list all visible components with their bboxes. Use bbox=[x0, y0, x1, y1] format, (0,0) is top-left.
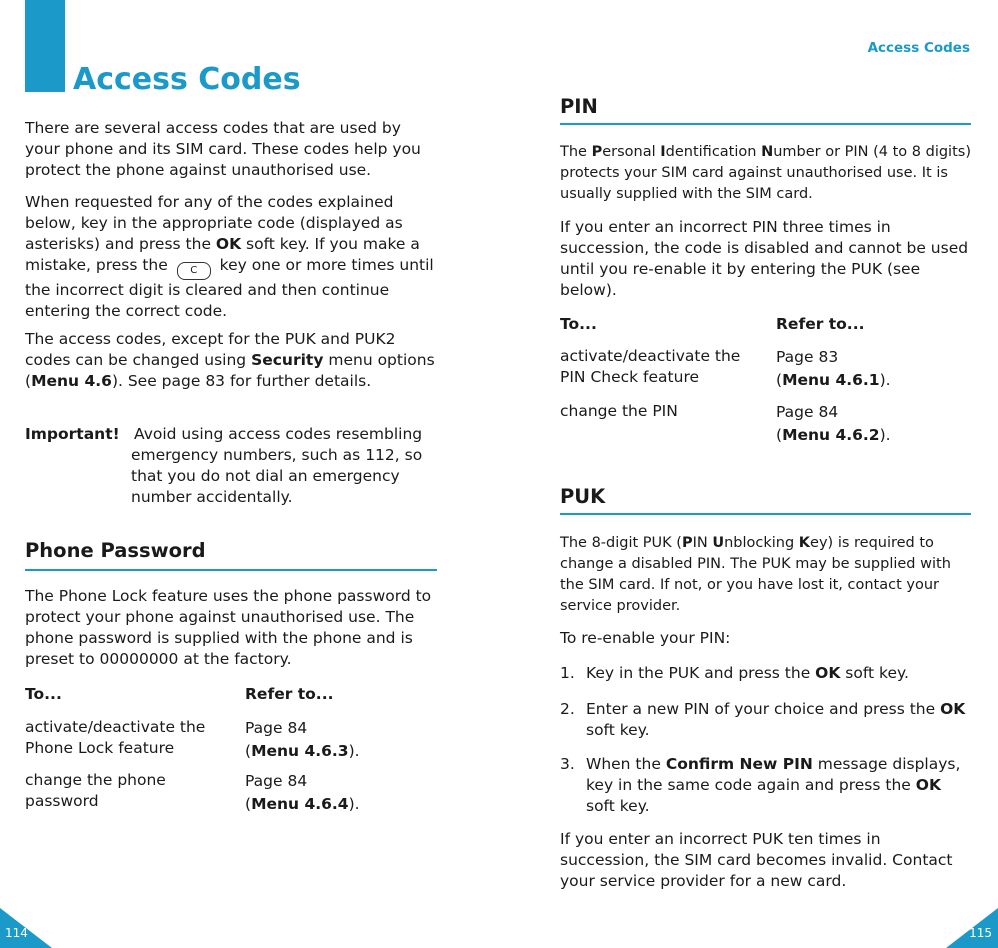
instructions-paragraph: When requested for any of the codes explained below, key in the appropriate code (displayed as asterisks) and press the OK soft key. If you make a mistake, press the C key one or more times until the incorrect digit is cleared and then continue entering the correct code. bbox=[25, 193, 434, 320]
table-row-action: change the PIN bbox=[560, 402, 678, 420]
section-divider bbox=[560, 513, 971, 515]
reenable-steps bbox=[560, 663, 972, 817]
important-note: Avoid using access codes resembling emergency numbers, such as 112, so that you do not dial an emergency number accidentally. bbox=[131, 425, 423, 506]
page-title: Access Codes bbox=[73, 62, 301, 97]
c-key-icon: C bbox=[177, 262, 211, 280]
col-header-refer: Refer to... bbox=[776, 315, 865, 333]
page-number: 115 bbox=[969, 926, 992, 940]
phone-password-body: The Phone Lock feature uses the phone password to protect your phone against unauthorised use. The phone password is supplied with the phone and is preset to 00000000 at the factory. bbox=[25, 587, 432, 668]
table-row-reference: Page 84 (Menu 4.6.2). bbox=[776, 403, 891, 444]
puk-invalid-paragraph: If you enter an incorrect PUK ten times in succession, the SIM card becomes invalid. Contact your service provider for a new card. bbox=[560, 830, 953, 890]
list-item: 1. Key in the PUK and press the OK soft key. bbox=[560, 664, 909, 682]
col-header-refer: Refer to... bbox=[245, 685, 334, 703]
table-row-reference: Page 84 (Menu 4.6.4). bbox=[245, 772, 360, 813]
table-row-action: activate/deactivate the Phone Lock feature bbox=[25, 718, 206, 757]
change-codes-paragraph: The access codes, except for the PUK and PUK2 codes can be changed using Security menu options (Menu 4.6). See page 83 for further details. bbox=[25, 330, 435, 390]
col-header-to: To... bbox=[25, 685, 62, 703]
running-header: Access Codes bbox=[867, 40, 970, 56]
title-accent-bar bbox=[25, 0, 65, 92]
reenable-intro: To re-enable your PIN: bbox=[560, 629, 731, 647]
table-row-action: change the phone password bbox=[25, 771, 166, 810]
table-row-action: activate/deactivate the PIN Check feature bbox=[560, 347, 741, 386]
section-divider bbox=[25, 569, 437, 571]
section-divider bbox=[560, 123, 971, 125]
puk-heading: PUK bbox=[560, 485, 606, 508]
col-header-to: To... bbox=[560, 315, 597, 333]
phone-password-heading: Phone Password bbox=[25, 539, 206, 562]
list-item: 3. When the Confirm New PIN message displays, key in the same code again and press the OK soft key. bbox=[560, 755, 961, 815]
table-row-reference: Page 84 (Menu 4.6.3). bbox=[245, 719, 360, 760]
important-label: Important! bbox=[25, 425, 120, 443]
pin-lockout-paragraph: If you enter an incorrect PIN three times in succession, the code is disabled and cannot be used until you re-enable it by entering the PUK (see below). bbox=[560, 218, 969, 299]
pin-heading: PIN bbox=[560, 95, 598, 118]
pin-description: The Personal Identification Number or PIN (4 to 8 digits) protects your SIM card against unauthorised use. It is usually supplied with the SIM card. bbox=[560, 144, 971, 202]
page-number: 114 bbox=[5, 926, 28, 940]
list-item: 2. Enter a new PIN of your choice and press the OK soft key. bbox=[560, 700, 966, 739]
table-row-reference: Page 83 (Menu 4.6.1). bbox=[776, 348, 891, 389]
puk-description: The 8-digit PUK (PIN Unblocking Key) is required to change a disabled PIN. The PUK may be supplied with the SIM card. If not, or you have lost it, contact your service provider. bbox=[560, 535, 951, 614]
intro-paragraph: There are several access codes that are used by your phone and its SIM card. These codes help you protect the phone against unauthorised use. bbox=[25, 119, 421, 179]
